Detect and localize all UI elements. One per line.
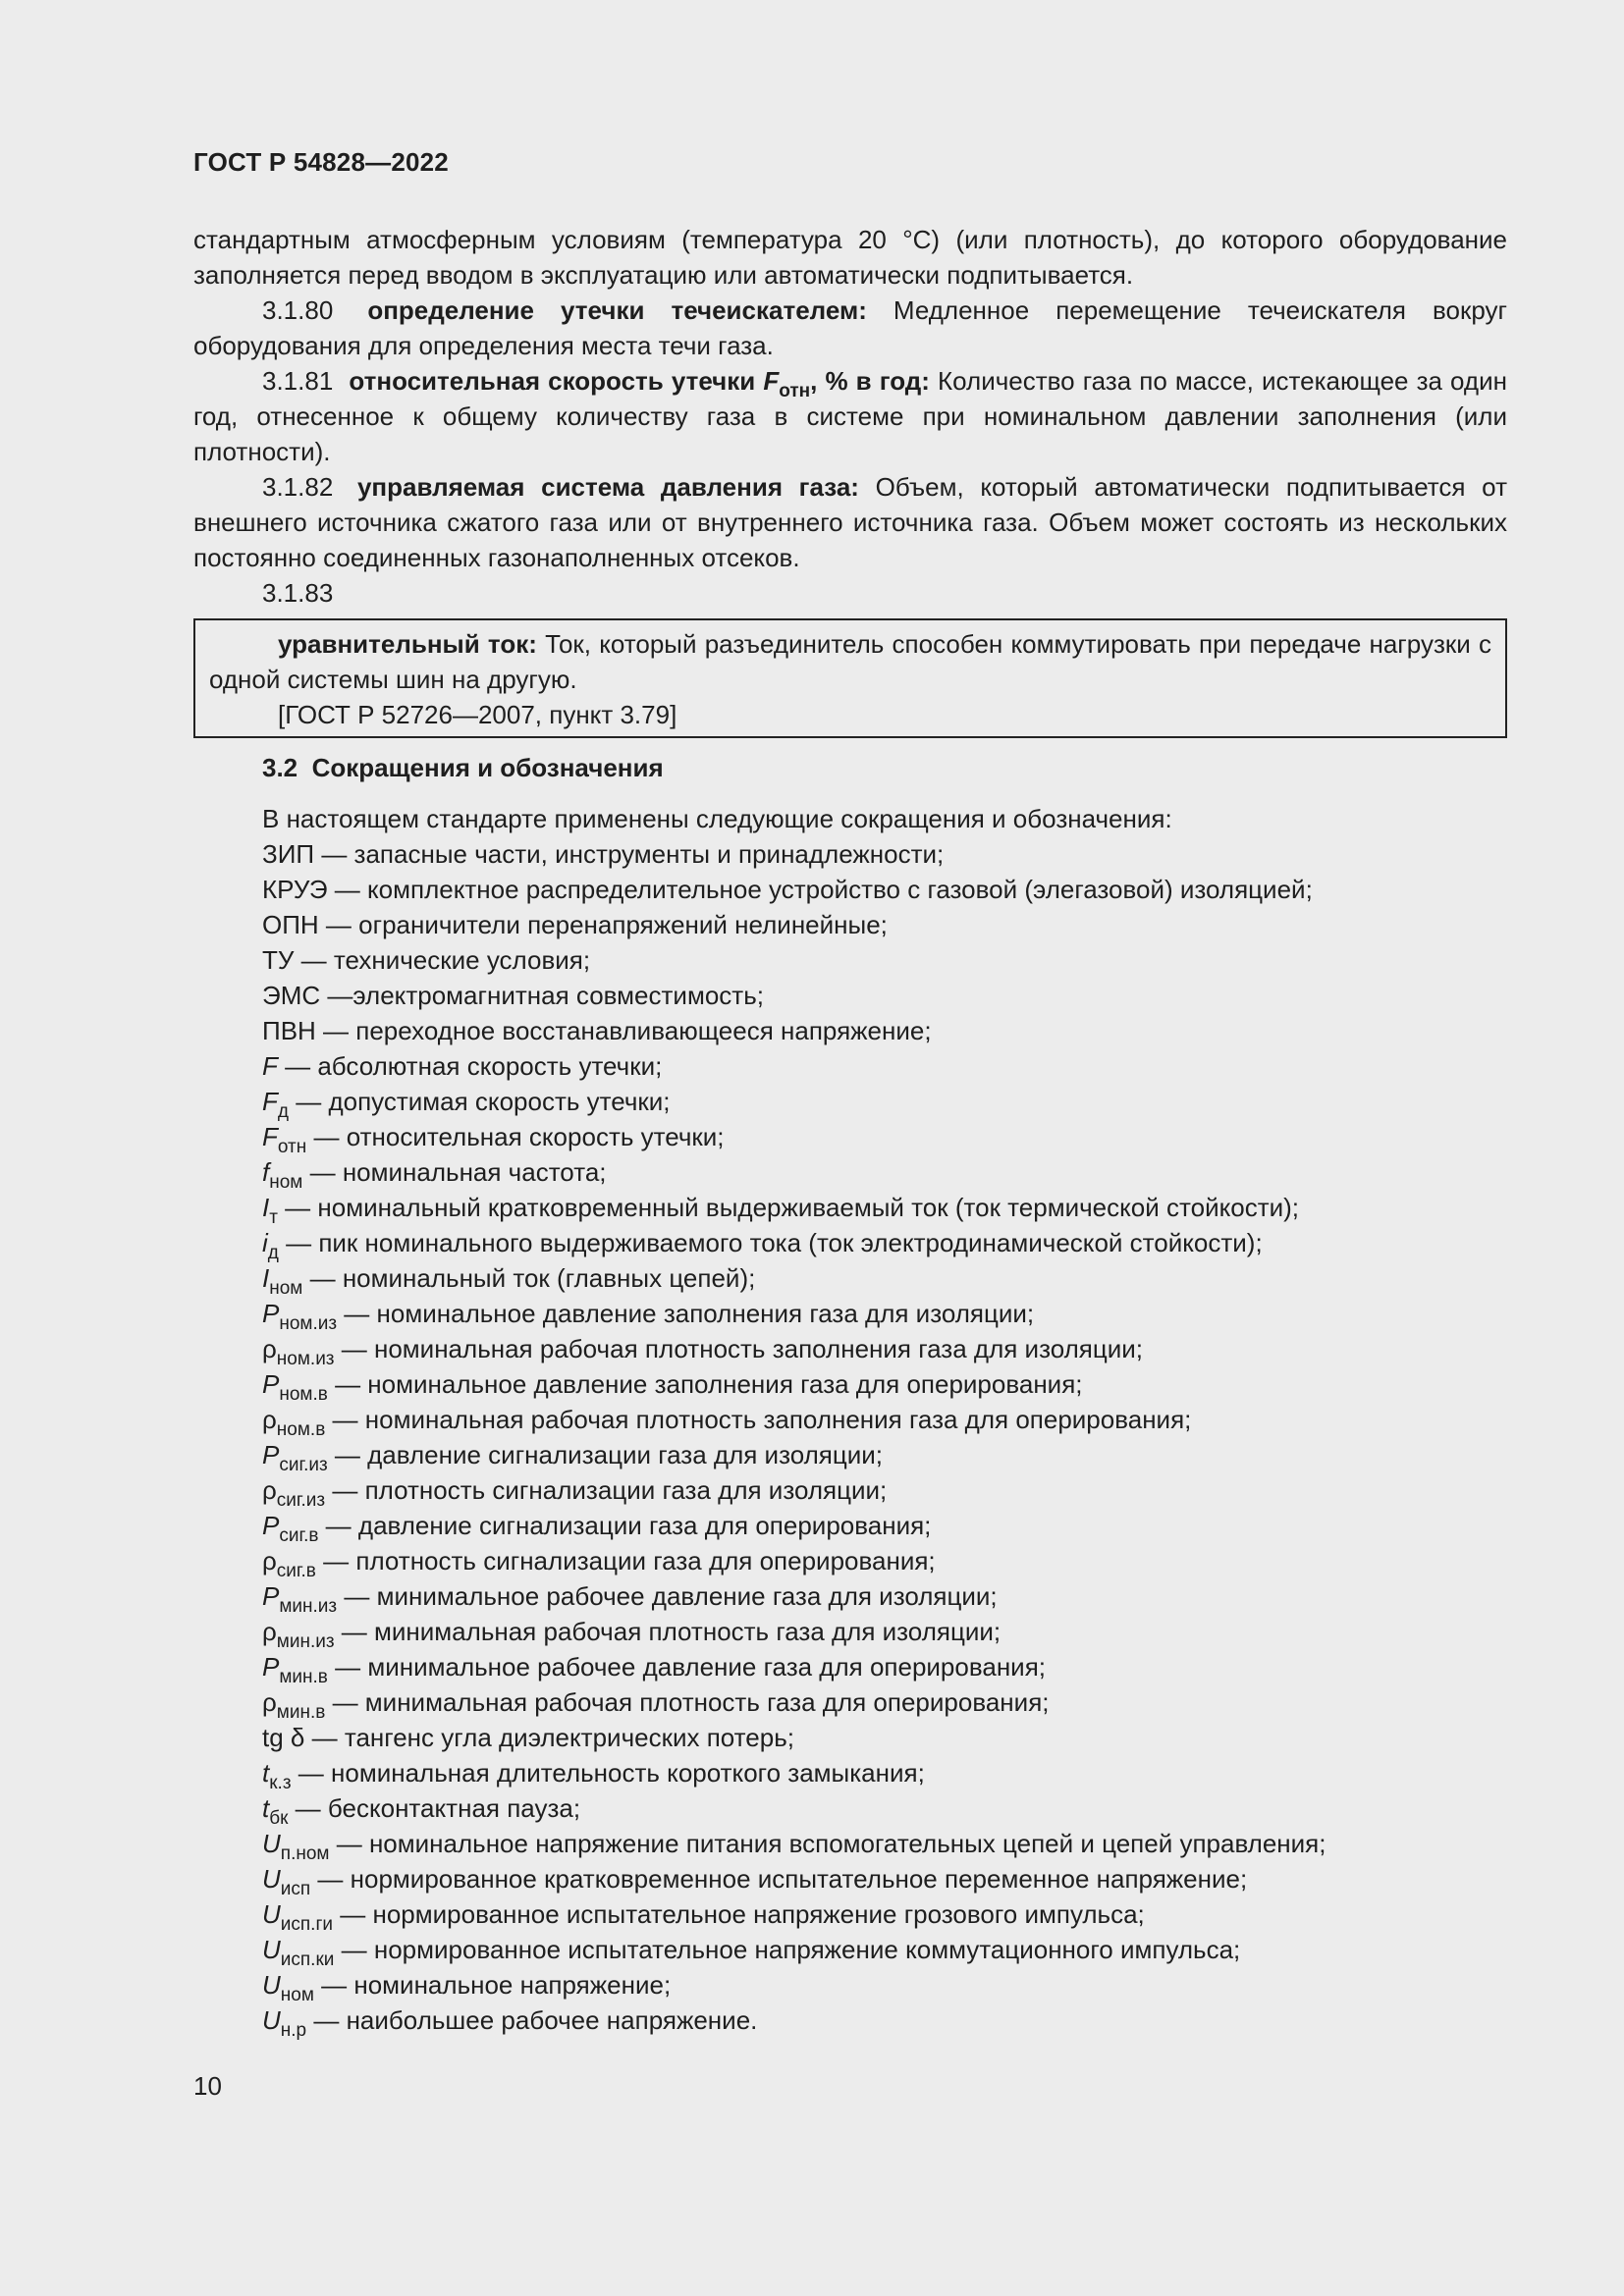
abbreviation-item: [262, 1119, 1507, 1157]
abbreviation-item: [262, 1614, 1507, 1652]
abbreviation-item: [262, 1720, 1507, 1755]
abbreviation-item: [262, 907, 1507, 942]
abbreviation-subscript: ном.в: [279, 1384, 328, 1405]
term-title: управляемая система давления газа:: [356, 472, 859, 502]
term-3-1-83: [209, 626, 1491, 697]
abbreviation-description: номинальное напряжение;: [353, 1970, 672, 2000]
abbreviation-subscript: н.р: [280, 2020, 307, 2041]
abbreviation-subscript: бк: [269, 1808, 289, 1829]
abbreviation-subscript: д: [267, 1243, 279, 1263]
abbreviation-description: запасные части, инструменты и принадлежности;: [353, 839, 945, 869]
abbreviation-separator: —: [278, 1228, 319, 1257]
abbreviation-description: переходное восстанавливающееся напряжение;: [355, 1016, 932, 1045]
abbreviation-separator: —: [337, 1299, 377, 1328]
abbreviation-item: [262, 872, 1507, 907]
abbreviation-symbol: F: [262, 1122, 278, 1151]
abbreviation-separator: —: [327, 1369, 368, 1399]
abbreviation-subscript: сиг.из: [279, 1455, 328, 1475]
abbreviation-item: [262, 1508, 1507, 1546]
abbreviation-separator: —: [310, 1864, 351, 1894]
abbreviation-separator: —: [325, 1475, 365, 1505]
abbreviation-symbol: t: [262, 1758, 270, 1788]
abbreviation-description: номинальная рабочая плотность заполнения газа для оперирования;: [364, 1405, 1192, 1434]
abbreviation-separator: —: [318, 1511, 358, 1540]
abbreviation-symbol: U: [262, 1864, 281, 1894]
term-symbol-subscript: отн: [779, 381, 811, 401]
abbreviation-subscript: ном.в: [276, 1419, 326, 1440]
abbreviation-item: [262, 1896, 1507, 1935]
abbreviation-item: [262, 942, 1507, 978]
abbreviation-separator: —: [327, 1652, 368, 1682]
abbreviation-item: [262, 1296, 1507, 1334]
abbreviation-symbol: ρ: [262, 1334, 277, 1363]
abbreviation-item: [262, 1154, 1507, 1193]
abbreviation-symbol: P: [262, 1369, 280, 1399]
abbreviation-symbol: U: [262, 1935, 281, 1964]
abbreviation-description: номинальное давление заполнения газа для оперирования;: [367, 1369, 1083, 1399]
abbreviation-separator: —: [318, 910, 359, 939]
abbreviation-separator: —: [325, 1687, 365, 1717]
abbreviation-description: давление сигнализации газа для оперирования;: [357, 1511, 932, 1540]
abbreviation-symbol: ρ: [262, 1617, 277, 1646]
abbreviation-symbol: ОПН: [262, 910, 319, 939]
term-title: [349, 366, 930, 401]
abbreviation-subscript: к.з: [269, 1773, 292, 1793]
abbreviation-item: [262, 1260, 1507, 1299]
abbreviation-description: номинальный ток (главных цепей);: [342, 1263, 756, 1293]
abbreviation-item: [262, 1331, 1507, 1369]
abbreviation-subscript: ном: [280, 1985, 314, 2005]
abbreviation-separator: —: [304, 1723, 345, 1752]
abbreviation-description: наибольшее рабочее напряжение.: [346, 2005, 758, 2035]
term-title-post: , % в год:: [810, 366, 930, 396]
abbreviation-separator: —: [315, 1016, 356, 1045]
abbreviation-symbol: ρ: [262, 1687, 277, 1717]
abbreviation-separator: —: [334, 1935, 374, 1964]
abbreviation-separator: —: [302, 1263, 343, 1293]
abbreviation-symbol: t: [262, 1793, 270, 1823]
abbreviation-separator: —: [327, 875, 368, 904]
abbreviation-description: номинальное давление заполнения газа для изоляции;: [376, 1299, 1035, 1328]
abbreviation-symbol: P: [262, 1581, 280, 1611]
term-title: уравнительный ток:: [278, 629, 537, 659]
abbreviation-separator: —: [327, 1440, 368, 1469]
abbreviation-item: [262, 2002, 1507, 2041]
term-title-pre: относительная скорость утечки: [349, 366, 764, 396]
abbreviation-description: номинальная рабочая плотность заполнения газа для изоляции;: [373, 1334, 1144, 1363]
term-3-1-83-box: [193, 618, 1507, 738]
abbreviation-separator: —: [288, 1087, 329, 1116]
abbreviation-separator: —: [302, 1157, 343, 1187]
abbreviation-description: нормированное испытательное напряжение грозового импульса;: [372, 1899, 1145, 1929]
term-3-1-80: [193, 293, 1507, 363]
abbreviation-symbol: ПВН: [262, 1016, 316, 1045]
section-intro: В настоящем стандарте применены следующие сокращения и обозначения:: [262, 804, 1172, 833]
term-definition: Объем, который автоматически подпитывается от внешнего источника сжатого газа или от внутреннего источника газа. Объем может состоять из нескольких постоянно соединенных газонаполненных отсеков.: [193, 472, 1507, 572]
abbreviation-subscript: ном.из: [279, 1313, 338, 1334]
abbreviation-item: [262, 1861, 1507, 1899]
abbreviation-description: плотность сигнализации газа для изоляции;: [364, 1475, 888, 1505]
abbreviation-symbol: P: [262, 1440, 280, 1469]
abbreviation-subscript: исп.ки: [280, 1949, 335, 1970]
abbreviation-separator: —: [277, 1193, 318, 1222]
abbreviation-item: [262, 1472, 1507, 1511]
term-reference: [ГОСТ Р 52726—2007, пункт 3.79]: [278, 700, 677, 729]
abbreviation-symbol: f: [262, 1157, 270, 1187]
abbreviation-subscript: т: [269, 1207, 278, 1228]
abbreviation-item: [262, 1826, 1507, 1864]
abbreviation-description: ограничители перенапряжений нелинейные;: [358, 910, 888, 939]
abbreviation-subscript: исп: [280, 1879, 311, 1899]
abbreviation-subscript: исп.ги: [280, 1914, 334, 1935]
abbreviation-subscript: мин.из: [279, 1596, 338, 1617]
abbreviation-description: относительная скорость утечки;: [346, 1122, 725, 1151]
abbreviation-item: [262, 1366, 1507, 1405]
document-content: [193, 222, 1507, 2041]
abbreviation-separator: —: [334, 1617, 375, 1646]
abbreviation-item: [262, 1684, 1507, 1723]
abbreviation-item: [262, 1932, 1507, 1970]
abbreviation-item: [262, 1084, 1507, 1122]
abbreviation-description: номинальная частота;: [342, 1157, 607, 1187]
abbreviation-symbol: КРУЭ: [262, 875, 328, 904]
term-number: 3.1.81: [262, 366, 334, 396]
term-definition: Медленное перемещение течеискателя вокруг оборудования для определения места течи газа.: [193, 295, 1507, 360]
abbreviation-item: [262, 978, 1507, 1013]
abbreviation-separator: —: [294, 945, 334, 975]
abbreviation-subscript: ном: [269, 1172, 303, 1193]
abbreviation-separator: —: [288, 1793, 328, 1823]
page-number: 10: [193, 2071, 222, 2101]
abbreviation-description: нормированное испытательное напряжение коммутационного импульса;: [373, 1935, 1241, 1964]
abbreviation-symbol: P: [262, 1511, 280, 1540]
abbreviation-separator: —: [277, 1051, 318, 1081]
abbreviation-symbol: U: [262, 1899, 281, 1929]
abbreviations-list: [193, 836, 1507, 2041]
abbreviation-item: [262, 1013, 1507, 1048]
term-number: 3.1.80: [262, 295, 334, 325]
term-definition: Количество газа по массе, истекающее за один год, отнесенное к общему количеству газа в системе при номинальном давлении заполнения (или плотности).: [193, 366, 1507, 466]
term-number: 3.1.82: [262, 472, 334, 502]
abbreviation-separator: —: [337, 1581, 377, 1611]
abbreviation-description: минимальное рабочее давление газа для оперирования;: [367, 1652, 1047, 1682]
abbreviation-description: номинальный кратковременный выдерживаемый ток (ток термической стойкости);: [317, 1193, 1300, 1222]
abbreviation-item: [262, 1649, 1507, 1687]
abbreviation-symbol: ТУ: [262, 945, 295, 975]
abbreviation-symbol: F: [262, 1051, 278, 1081]
abbreviation-subscript: сиг.в: [276, 1561, 316, 1581]
abbreviation-subscript: сиг.в: [279, 1525, 319, 1546]
abbreviation-description: технические условия;: [333, 945, 591, 975]
term-3-1-81: [193, 363, 1507, 469]
abbreviation-symbol: P: [262, 1652, 280, 1682]
abbreviation-item: [262, 836, 1507, 872]
abbreviation-separator: —: [315, 1546, 356, 1575]
term-title: определение утечки течеискателем:: [367, 295, 867, 325]
abbreviation-symbol: ЗИП: [262, 839, 315, 869]
section-heading: [193, 750, 1507, 785]
term-3-1-82: [193, 469, 1507, 575]
abbreviation-symbol: P: [262, 1299, 280, 1328]
abbreviation-item: [262, 1967, 1507, 2005]
term-symbol: F: [763, 366, 780, 396]
abbreviation-subscript: п.ном: [280, 1843, 330, 1864]
abbreviation-symbol: F: [262, 1087, 278, 1116]
section-number: 3.2: [262, 753, 298, 782]
abbreviation-item: [262, 1578, 1507, 1617]
abbreviation-description: минимальное рабочее давление газа для изоляции;: [376, 1581, 998, 1611]
abbreviation-item: [262, 1225, 1507, 1263]
abbreviation-item: [262, 1755, 1507, 1793]
abbreviation-separator: —: [313, 1970, 354, 2000]
abbreviation-description: комплектное распределительное устройство с газовой (элегазовой) изоляцией;: [367, 875, 1313, 904]
abbreviation-separator: —: [314, 839, 354, 869]
abbreviation-symbol: tg δ: [262, 1723, 305, 1752]
continued-paragraph: стандартным атмосферным условиям (температура 20 °С) (или плотность), до которого оборудование заполняется перед вводом в эксплуатацию или автоматически подпитывается.: [193, 225, 1507, 290]
abbreviation-separator: —: [291, 1758, 331, 1788]
abbreviation-symbol: U: [262, 1829, 281, 1858]
abbreviation-symbol: ρ: [262, 1405, 277, 1434]
abbreviation-separator: —: [325, 1405, 365, 1434]
abbreviation-item: [262, 1790, 1507, 1829]
abbreviation-description: тангенс угла диэлектрических потерь;: [344, 1723, 794, 1752]
abbreviation-description: абсолютная скорость утечки;: [317, 1051, 663, 1081]
abbreviation-subscript: ном.из: [276, 1349, 335, 1369]
abbreviation-symbol: I: [262, 1263, 270, 1293]
abbreviation-separator: —: [333, 1899, 373, 1929]
abbreviation-symbol: ρ: [262, 1546, 277, 1575]
abbreviation-subscript: мин.из: [276, 1631, 335, 1652]
abbreviation-description: электромагнитная совместимость;: [352, 981, 764, 1010]
abbreviation-description: нормированное кратковременное испытательное переменное напряжение;: [350, 1864, 1248, 1894]
abbreviation-description: минимальная рабочая плотность газа для оперирования;: [364, 1687, 1050, 1717]
abbreviation-item: [262, 1543, 1507, 1581]
abbreviation-symbol: i: [262, 1228, 268, 1257]
abbreviation-description: номинальное напряжение питания вспомогательных цепей и цепей управления;: [368, 1829, 1326, 1858]
abbreviation-item: [262, 1402, 1507, 1440]
abbreviation-description: бесконтактная пауза;: [327, 1793, 581, 1823]
abbreviation-subscript: мин.в: [279, 1667, 328, 1687]
abbreviation-separator: —: [306, 1122, 347, 1151]
abbreviation-separator: —: [320, 981, 353, 1010]
abbreviation-description: минимальная рабочая плотность газа для изоляции;: [374, 1617, 1001, 1646]
abbreviation-subscript: ном: [269, 1278, 303, 1299]
abbreviation-separator: —: [306, 2005, 347, 2035]
abbreviation-separator: —: [329, 1829, 369, 1858]
term-definition: Ток, который разъединитель способен коммутировать при передаче нагрузки с одной системы шин на другую.: [209, 629, 1491, 694]
abbreviation-subscript: мин.в: [276, 1702, 326, 1723]
abbreviation-description: допустимая скорость утечки;: [328, 1087, 671, 1116]
abbreviation-symbol: U: [262, 2005, 281, 2035]
abbreviation-description: пик номинального выдерживаемого тока (ток электродинамической стойкости);: [318, 1228, 1263, 1257]
abbreviation-item: [262, 1048, 1507, 1084]
section-title: Сокращения и обозначения: [311, 753, 664, 782]
abbreviation-item: [262, 1190, 1507, 1228]
abbreviation-subscript: д: [277, 1101, 289, 1122]
abbreviation-symbol: I: [262, 1193, 270, 1222]
document-header: ГОСТ Р 54828—2022: [193, 147, 449, 177]
abbreviation-separator: —: [334, 1334, 374, 1363]
abbreviation-subscript: отн: [277, 1137, 307, 1157]
abbreviation-symbol: ЭМС: [262, 981, 321, 1010]
term-3-1-83-number: 3.1.83: [262, 578, 334, 608]
abbreviation-item: [262, 1437, 1507, 1475]
abbreviation-symbol: ρ: [262, 1475, 277, 1505]
abbreviation-subscript: сиг.из: [276, 1490, 326, 1511]
abbreviation-description: номинальная длительность короткого замыкания;: [331, 1758, 925, 1788]
abbreviation-description: давление сигнализации газа для изоляции;: [367, 1440, 884, 1469]
abbreviation-symbol: U: [262, 1970, 281, 2000]
abbreviation-description: плотность сигнализации газа для оперирования;: [355, 1546, 936, 1575]
